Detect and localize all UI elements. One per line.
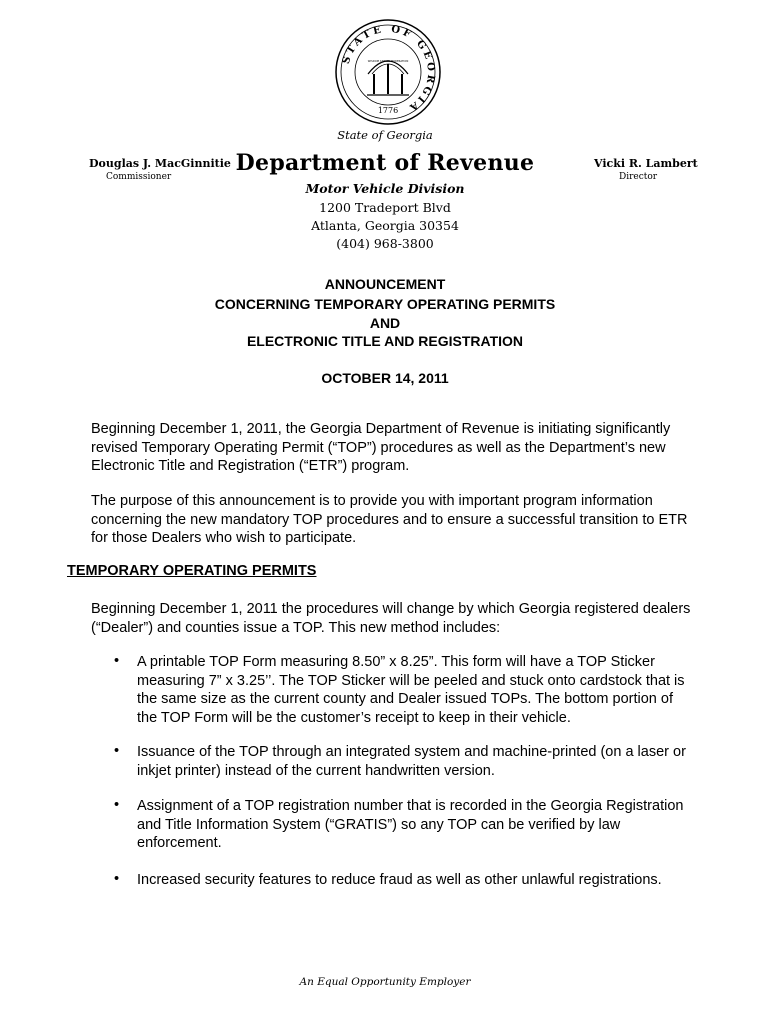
heading-line-4: ELECTRONIC TITLE AND REGISTRATION — [246, 333, 524, 349]
bullet-item: A printable TOP Form measuring 8.50” x 8.25”. This form will have a TOP Sticker measuring 7” x 3.25’’. The TOP Sticker will be peeled and stuck onto cardstock that is the same size as the current county and Dealer issued TOPs. The bottom portion of the TOP Form will be the customer’s receipt to keep in their vehicle. — [137, 654, 685, 726]
state-seal — [334, 18, 442, 126]
phone-number: (404) 968-3800 — [336, 236, 434, 251]
bullet-item: Increased security features to reduce fraud as well as other unlawful registrations. — [137, 872, 662, 888]
director-title: Director — [619, 172, 658, 182]
section-title: TEMPORARY OPERATING PERMITS — [67, 563, 317, 579]
intro-paragraph: Beginning December 1, 2011, the Georgia Department of Revenue is initiating significantly revised Temporary Operating Permit (“TOP”) procedures as well as the Department’s new Electronic Title and Registration (“ETR”) program. — [91, 421, 671, 474]
bullet-marker: • — [114, 797, 120, 813]
department-title: Department of Revenue — [235, 150, 535, 176]
bullet-item: Assignment of a TOP registration number that is recorded in the Georgia Registration and Title Information System (“GRATIS”) so any TOP can be verified by law enforcement. — [137, 798, 684, 851]
seal-motto: WISDOM JUSTICE MODERATION — [367, 60, 409, 63]
city-address: Atlanta, Georgia 30354 — [311, 218, 459, 233]
street-address: 1200 Tradeport Blvd — [319, 200, 451, 215]
announcement-date: OCTOBER 14, 2011 — [321, 370, 449, 386]
commissioner-title: Commissioner — [106, 172, 172, 182]
commissioner-name: Douglas J. MacGinnitie — [89, 157, 231, 170]
bullet-marker: • — [114, 743, 120, 759]
footer-text: An Equal Opportunity Employer — [299, 976, 471, 988]
seal-year: 1776 — [377, 106, 399, 115]
heading-line-2: CONCERNING TEMPORARY OPERATING PERMITS — [214, 296, 556, 312]
division-name: Motor Vehicle Division — [305, 181, 465, 196]
seal-ring-text: STATE OF GEORGIA — [340, 23, 437, 115]
bullet-marker: • — [114, 653, 120, 669]
director-name: Vicki R. Lambert — [594, 157, 698, 170]
purpose-paragraph: The purpose of this announcement is to provide you with important program information concerning the new mandatory TOP procedures and to ensure a successful transition to ETR for those Dealers who wish to participate. — [91, 493, 688, 546]
heading-line-1: ANNOUNCEMENT — [324, 276, 446, 292]
heading-line-3: AND — [369, 315, 401, 331]
bullet-item: Issuance of the TOP through an integrated system and machine-printed (on a laser or inkjet printer) instead of the current handwritten version. — [137, 744, 686, 779]
state-line: State of Georgia — [337, 128, 433, 142]
procedures-paragraph: Beginning December 1, 2011 the procedures will change by which Georgia registered dealers (“Dealer”) and counties issue a TOP. This new method includes: — [91, 601, 691, 636]
bullet-marker: • — [114, 871, 120, 887]
